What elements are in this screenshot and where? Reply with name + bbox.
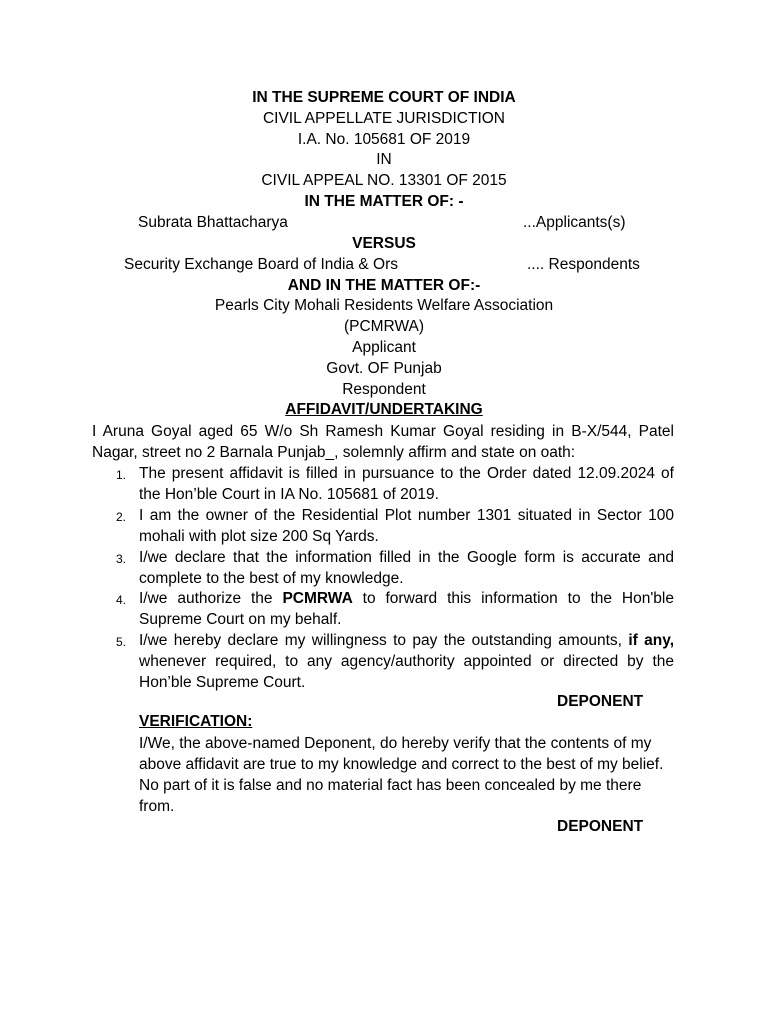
list-item-text-bold: if any, [628, 632, 675, 649]
intro-paragraph: I Aruna Goyal aged 65 W/o Sh Ramesh Kumar Goyal residing in B-X/544, Patel Nagar, street no 2 Barnala Punjab_, solemnly affirm and state on oath: [92, 423, 674, 461]
list-item-text: I/we declare that the information filled in the Google form is accurate and complete to the best of my knowledge. [139, 549, 674, 587]
list-item-text-part: whenever required, to any agency/authority appointed or directed by the Hon’ble Supreme Court. [139, 653, 674, 691]
list-item-number: 2. [116, 510, 127, 524]
applicant-label: Applicant [352, 339, 416, 356]
list-item-text-part: I/we hereby declare my willingness to pay the outstanding amounts, [139, 632, 629, 649]
deponent-label-1: DEPONENT [557, 693, 644, 710]
verification-heading: VERIFICATION: [139, 713, 253, 730]
list-item-text-bold: PCMRWA [282, 590, 353, 607]
court-title: IN THE SUPREME COURT OF INDIA [252, 89, 516, 106]
applicant-name: Subrata Bhattacharya [138, 214, 288, 231]
list-item-number: 1. [116, 468, 127, 482]
respondent-name: Security Exchange Board of India & Ors [124, 256, 398, 273]
list-item-number: 4. [116, 593, 127, 607]
list-item-text [139, 630, 674, 693]
applicant-role: ...Applicants(s) [523, 214, 626, 231]
matter-heading-2: AND IN THE MATTER OF:- [287, 277, 481, 294]
matter-heading-1: IN THE MATTER OF: - [304, 193, 464, 210]
list-item-text-part: I/we authorize the [139, 590, 283, 607]
jurisdiction: CIVIL APPELLATE JURISDICTION [262, 110, 506, 127]
respondent-label: Respondent [342, 381, 426, 398]
affidavit-title: AFFIDAVIT/UNDERTAKING [285, 401, 483, 418]
verification-text: I/We, the above-named Deponent, do hereby verify that the contents of my above affidavit are true to my knowledge and correct to the best of my belief. No part of it is false and no material fact has been concealed by me there from. [139, 735, 664, 815]
association-abbreviation: (PCMRWA) [343, 318, 425, 335]
list-item-text-part: to forward this information to the Hon'ble Supreme Court on my behalf. [139, 590, 674, 628]
list-item-number: 3. [116, 552, 127, 566]
ia-number: I.A. No. 105681 OF 2019 [297, 131, 471, 148]
versus: VERSUS [352, 235, 416, 252]
respondent-role: .... Respondents [527, 256, 640, 273]
list-item-text: The present affidavit is filled in pursuance to the Order dated 12.09.2024 of the Hon’ble Court in IA No. 105681 of 2019. [139, 465, 674, 503]
list-item-number: 5. [116, 635, 127, 649]
civil-appeal-number: CIVIL APPEAL NO. 13301 OF 2015 [261, 172, 507, 189]
in-text: IN [376, 151, 392, 168]
list-item-text [139, 588, 674, 630]
govt-name: Govt. OF Punjab [326, 360, 442, 377]
deponent-label-2: DEPONENT [557, 818, 644, 835]
association-name: Pearls City Mohali Residents Welfare Association [214, 297, 554, 314]
list-item-text: I am the owner of the Residential Plot number 1301 situated in Sector 100 mohali with plot size 200 Sq Yards. [139, 507, 674, 545]
